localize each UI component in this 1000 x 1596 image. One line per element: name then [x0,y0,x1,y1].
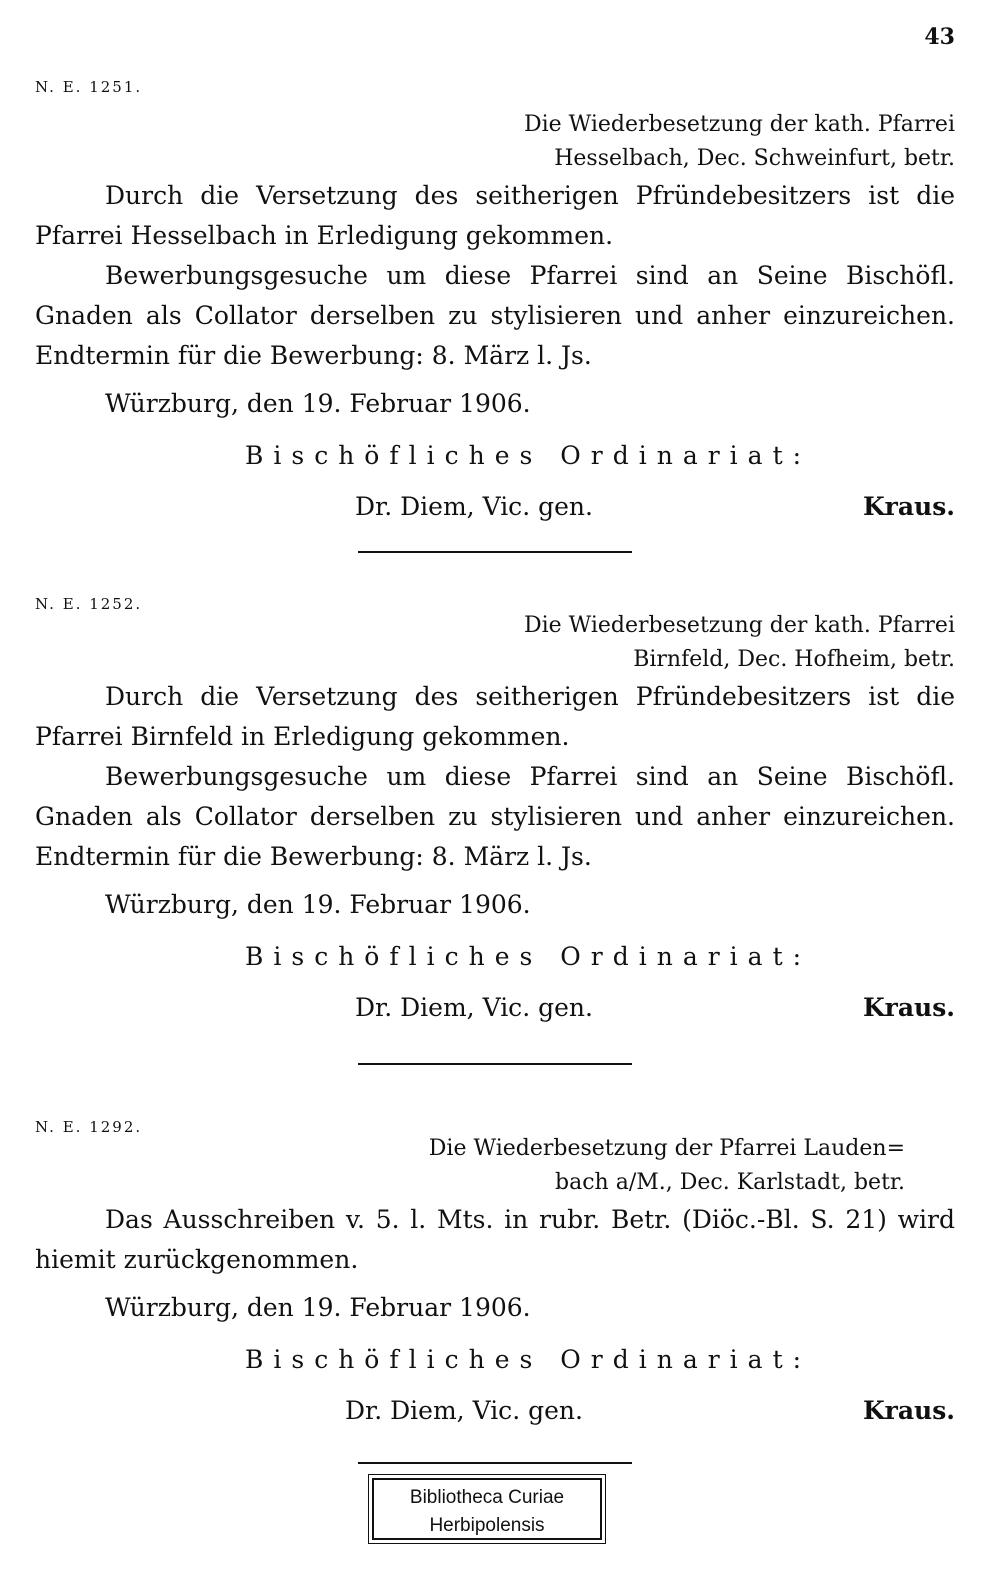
subject-line: Die Wiederbesetzung der kath. Pfarrei [523,613,955,638]
notice-1251 [35,78,955,530]
subject-line: Die Wiederbesetzung der kath. Pfarrei [523,112,955,137]
notice-reference: N. E. 1251. [35,78,143,96]
signature-vicar-general: Dr. Diem, Vic. gen. [355,492,593,521]
subject-line: Birnfeld, Dec. Hofheim, betr. [633,647,955,672]
issuing-authority: Bischöfliches Ordinariat: [245,942,812,971]
issuing-authority: Bischöfliches Ordinariat: [245,1345,812,1374]
notice-body [35,677,955,877]
signature-secretary: Kraus. [862,993,955,1022]
signature-secretary: Kraus. [862,1396,955,1425]
section-divider [358,1063,632,1065]
notice-date: Würzburg, den 19. Februar 1906. [105,890,531,919]
signature-vicar-general: Dr. Diem, Vic. gen. [355,993,593,1022]
signature-row [35,486,955,530]
stamp-line: Bibliotheca Curiae [409,1487,565,1508]
signature-vicar-general: Dr. Diem, Vic. gen. [345,1396,583,1425]
notice-reference: N. E. 1252. [35,595,143,613]
issuing-authority: Bischöfliches Ordinariat: [245,441,812,470]
notice-date: Würzburg, den 19. Februar 1906. [105,1293,531,1322]
section-divider [358,1462,632,1464]
notice-1292 [35,1118,955,1434]
stamp-line: Herbipolensis [429,1515,545,1536]
notice-date: Würzburg, den 19. Februar 1906. [105,389,531,418]
notice-subject [35,78,955,176]
paragraph: Bewerbungsgesuche um diese Pfarrei sind an Seine Bischöfl. Gnaden als Collator derselben zu stylisieren und anher einzureichen. Endtermin für die Bewerbung: 8. März l. Js. [35,261,955,370]
page-number: 43 [924,24,955,50]
paragraph: Das Ausschreiben v. 5. l. Mts. in rubr. Betr. (Diöc.-Bl. S. 21) wird hiemit zurückgenommen. [35,1205,955,1274]
notice-body [35,176,955,376]
subject-line: Hesselbach, Dec. Schweinfurt, betr. [554,146,955,171]
signature-row [35,987,955,1031]
paragraph: Durch die Versetzung des seitherigen Pfründebesitzers ist die Pfarrei Hesselbach in Erledigung gekommen. [35,181,955,250]
paragraph: Durch die Versetzung des seitherigen Pfründebesitzers ist die Pfarrei Birnfeld in Erledigung gekommen. [35,682,955,751]
subject-line: Die Wiederbesetzung der Pfarrei Lauden= [428,1136,905,1161]
notice-subject [35,1118,955,1200]
paragraph: Bewerbungsgesuche um diese Pfarrei sind an Seine Bischöfl. Gnaden als Collator derselben zu stylisieren und anher einzureichen. Endtermin für die Bewerbung: 8. März l. Js. [35,762,955,871]
section-divider [358,551,632,553]
subject-line: bach a/M., Dec. Karlstadt, betr. [555,1170,905,1195]
signature-row [35,1390,955,1434]
notice-1252 [35,595,955,1031]
notice-reference: N. E. 1292. [35,1118,143,1136]
library-stamp [372,1478,602,1540]
notice-body [35,1200,955,1280]
notice-subject [35,595,955,677]
signature-secretary: Kraus. [862,492,955,521]
